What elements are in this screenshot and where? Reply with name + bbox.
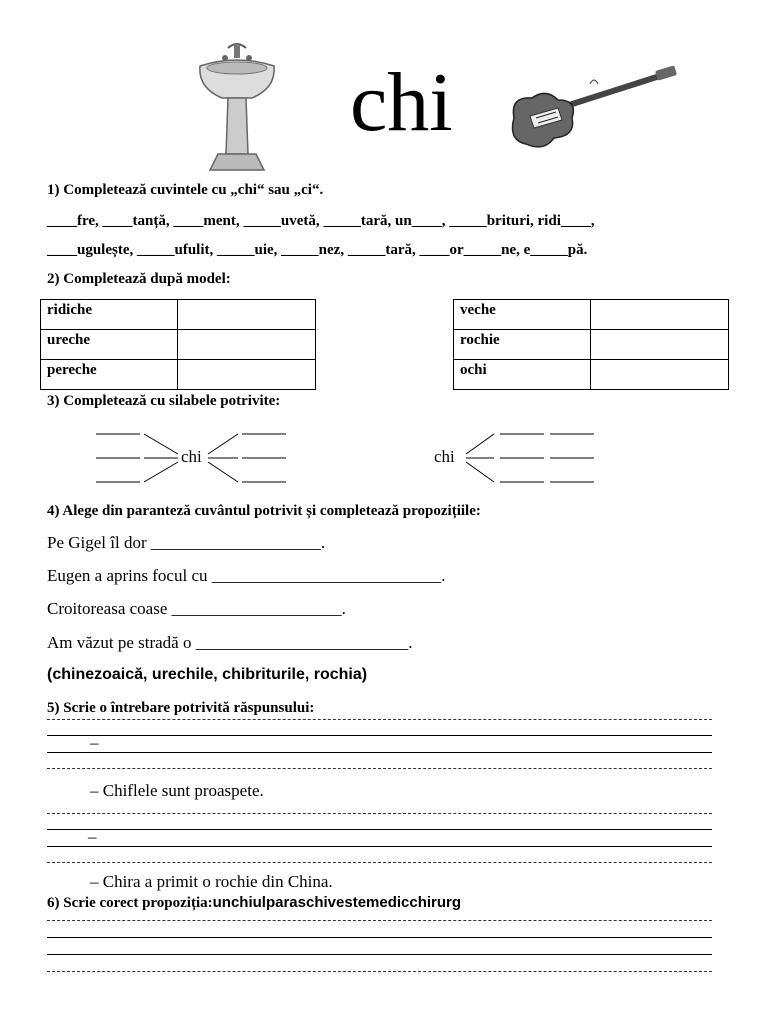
table-word: ridiche bbox=[41, 300, 178, 330]
ex4-sentence-2[interactable]: Eugen a aprins focul cu ___________________________. bbox=[47, 566, 446, 585]
ex6-heading bbox=[47, 894, 461, 912]
writing-line-dashed bbox=[47, 920, 712, 921]
ex1-line1[interactable]: ____fre, ____tanță, ____ment, _____uvetă, _____tară, un____, _____brituri, ridi____, bbox=[47, 213, 595, 229]
table-row bbox=[41, 360, 316, 390]
table-answer-cell[interactable] bbox=[178, 360, 316, 390]
sink-icon bbox=[192, 42, 282, 174]
ex4-heading: 4) Alege din paranteză cuvântul potrivit și completează propozițiile: bbox=[47, 503, 481, 519]
right-table bbox=[453, 299, 729, 390]
table-answer-cell[interactable] bbox=[591, 360, 729, 390]
question-dash-2: – bbox=[88, 827, 97, 846]
ex6-heading-label: 6) Scrie corect propoziția: bbox=[47, 895, 213, 911]
writing-line-solid[interactable] bbox=[47, 735, 712, 736]
writing-line-dashed bbox=[47, 719, 712, 720]
ex3-heading: 3) Completează cu silabele potrivite: bbox=[47, 393, 281, 409]
table-word: ochi bbox=[454, 360, 591, 390]
ex1-heading: 1) Completează cuvintele cu „chi“ sau „ci“. bbox=[47, 182, 324, 198]
table-answer-cell[interactable] bbox=[178, 330, 316, 360]
table-word: pereche bbox=[41, 360, 178, 390]
table-row bbox=[41, 330, 316, 360]
table-row bbox=[454, 300, 729, 330]
writing-line-dashed bbox=[47, 971, 712, 972]
answer-1: – Chiflele sunt proaspete. bbox=[90, 781, 264, 800]
table-row bbox=[454, 360, 729, 390]
table-answer-cell[interactable] bbox=[178, 300, 316, 330]
question-dash-1: – bbox=[90, 733, 99, 752]
table-answer-cell[interactable] bbox=[591, 330, 729, 360]
syllable-diagram-right bbox=[462, 420, 602, 492]
table-row bbox=[41, 300, 316, 330]
left-table bbox=[40, 299, 316, 390]
table-answer-cell[interactable] bbox=[591, 300, 729, 330]
writing-line-solid[interactable] bbox=[47, 752, 712, 753]
ex4-sentence-1[interactable]: Pe Gigel îl dor ____________________. bbox=[47, 533, 326, 552]
writing-line-solid[interactable] bbox=[47, 937, 712, 938]
answer-2: – Chira a primit o rochie din China. bbox=[90, 872, 333, 891]
table-word: rochie bbox=[454, 330, 591, 360]
ex4-options: (chinezoaică, urechile, chibriturile, rochia) bbox=[47, 666, 368, 683]
table-row bbox=[454, 330, 729, 360]
page-title: chi bbox=[350, 56, 453, 149]
writing-line-dashed bbox=[47, 862, 712, 863]
syllable-center-right: chi bbox=[434, 447, 455, 466]
ex1-line2[interactable]: ____ugulește, _____ufulit, _____uie, _____nez, _____tară, ____or_____ne, e_____pă. bbox=[47, 242, 588, 258]
table-word: veche bbox=[454, 300, 591, 330]
writing-line-solid[interactable] bbox=[47, 846, 712, 847]
writing-line-dashed bbox=[47, 813, 712, 814]
ex2-heading: 2) Completează după model: bbox=[47, 271, 231, 287]
table-word: ureche bbox=[41, 330, 178, 360]
ex4-sentence-3[interactable]: Croitoreasa coase ____________________. bbox=[47, 599, 346, 618]
writing-line-solid[interactable] bbox=[47, 954, 712, 955]
guitar-icon bbox=[506, 66, 678, 152]
writing-line-dashed bbox=[47, 768, 712, 769]
ex6-sentence: unchiulparaschivestemedicchirurg bbox=[212, 894, 462, 911]
ex4-sentence-4[interactable]: Am văzut pe stradă o _________________________. bbox=[47, 633, 413, 652]
syllable-center-left: chi bbox=[181, 447, 202, 466]
writing-line-solid[interactable] bbox=[47, 829, 712, 830]
ex5-heading: 5) Scrie o întrebare potrivită răspunsului: bbox=[47, 700, 315, 716]
